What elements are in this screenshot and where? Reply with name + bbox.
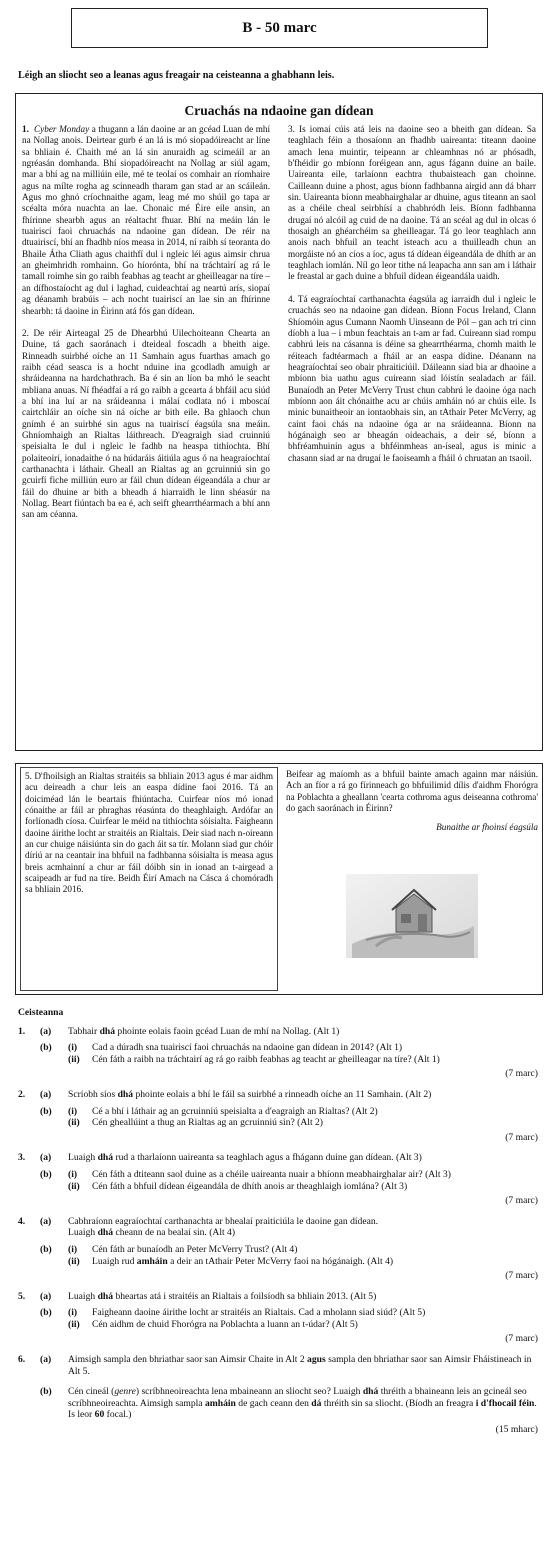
questions-heading: Ceisteanna [18,1007,64,1018]
question-3b-i [18,1169,538,1181]
text: Tabhair [68,1025,100,1037]
paragraph-3: 3. Is iomaí cúis atá leis na daoine seo a bheith gan dídean. Sa teaghlach féin a thosaíonn an fhadhb uaireanta: titeann daoine amach lena muintir, teipeann ar chleamhnas nó ar phósadh, b'fhéidir go mbíonn foréigean ann, agus fágann duine an baile. Uaireanta eile, tarlaíonn eachtra thubaisteach gan choinne. Cailleann duine a phost, agus bíonn fadhbanna airgid ann dá bharr sin. Uaireanta bíonn meabhairghalar ar dhuine, agus titeann an saol as a chéile cheal seirbhísí a chabhródh leis. Bíonn fadhbanna drugaí nó alcóil ag cuid de na daoine. Tá an scéal ag dul in olcas ó thosaigh an ghéarchéim sa gheilleagar. Tá go leor teaghlach ann anois nach bhfuil an teacht isteach acu a thuilleadh chun an morgáiste nó an cíos a íoc, agus tá dídean éigeandála de dhíth ar an teaghlach iomlán. Níl go leor tithe ná leapacha ann san am i láthair le freastal ar gach duine a bhfuil dídean éigeandála uaidh. [288,124,536,282]
text: de gach ceann den [235,1397,312,1409]
passage-right-column [288,124,536,746]
question-text: Cén aidhm de chuid Fhorógra na Poblachta a luann an t-údar? (Alt 5) [92,1318,358,1330]
text: Aimsigh sampla den bhriathar saor san Aimsir Chaite in Alt 2 [68,1354,308,1366]
question-text [68,1291,538,1303]
question-text [68,1354,538,1377]
part-label: (a) [40,1025,52,1037]
part-label: (a) [40,1152,52,1164]
text: . Is leor [68,1397,537,1421]
text: Cén cineál ( [68,1386,115,1398]
section-header [71,8,488,48]
question-1b-ii [18,1054,538,1066]
passage-left-column [22,124,270,746]
question-1b-i [18,1042,538,1054]
question-4b-i [18,1244,538,1256]
question-4a [18,1216,538,1239]
question-number: 2. [18,1088,26,1100]
instruction: Léigh an sliocht seo a leanas agus freagair na ceisteanna a ghabhann leis. [18,70,335,81]
text-bold: amháin [204,1397,236,1409]
text-bold: dhá [97,1152,114,1164]
part-label: (b) [40,1168,52,1180]
text-bold: dhá [362,1386,379,1398]
paragraph-number: 1. [22,124,29,134]
text: rud a tharlaíonn uaireanta sa teaghlach agus a fhágann duine gan dídean. (Alt 3) [113,1152,422,1164]
question-text [68,1026,538,1038]
question-5b-i [18,1307,538,1319]
passage-title: Cruachás na ndaoine gan dídean [184,103,374,118]
text: phointe eolais faoin gcéad Luan de mhí na Nollag. (Alt 1) [115,1025,340,1037]
question-text: Cén fáth a dtiteann saol duine as a chéile uaireanta nuair a bhíonn meabhairghalar air? (Alt 3) [92,1168,451,1180]
question-6a [18,1354,538,1377]
subpart-label: (ii) [68,1255,80,1267]
part-label: (b) [40,1307,52,1319]
subpart-label: (i) [68,1307,78,1319]
part-label: (a) [40,1088,52,1100]
source-note: Bunaithe ar fhoinsí éagsúla [436,822,538,833]
text-bold: dhá [97,1290,114,1302]
question-number: 1. [18,1025,26,1037]
question-text: Faigheann daoine áirithe locht ar straitéis an Rialtais. Cad a mholann siad siúd? (Alt 5) [92,1307,426,1319]
passage-columns [22,124,536,746]
text: Luaigh [68,1227,98,1239]
paragraph-2: 2. De réir Airteagal 25 de Dhearbhú Uilechoiteann Chearta an Duine, tá gach saoránach i dteideal foscadh a bheith aige. Rinneadh suirbhé oíche an 11 Samhain agus fuarthas amach go raibh céad seasca is a hocht nduine ina gcodladh amuigh ar shráideanna na hardchathrach. Ba é sin an líon ba mhó le seacht mbliana anuas. Ní fhéadfaí a rá go raibh a gcearta á bhfáil acu siúd a bhí ina luí ar na sráideanna i málaí codlata nó i mboscaí cairtchláir an oíche sin ná oíche ar bith eile. Ba ghlaoch chun gnímh é an suirbhé sin agus na tuairiscí éagsúla sna meáin. Ghníomhaigh an Rialtas láithreach. D'eagraigh siad cruinniú speisialta le dul i ngleic le fadhb na heaspa tithíochta. Bhí polaiteoirí, ionadaithe ó na húdaráis áitiúla agus ó na heagraíochtaí carthanachta i láthair. Gheall an Rialtas ag an gcruinniú sin go gcuirfí fiche milliún euro ar fáil chun dídean éigeandála a chur ar fáil do dhuine ar bith a bheadh á hiarraidh le linn shéasúr na Nollag. Beart fiúntach ba ea é, ach seift ghearrthéarmach a bhí ann san am céanna. [22,327,270,520]
subpart-label: (ii) [68,1180,80,1192]
paragraph-5-left: 5. D'fhoilsigh an Rialtas straitéis sa bhliain 2013 agus é mar aidhm acu deireadh a chur leis an easpa dídine faoi 2016. Tá an doiciméad lán le beartais fhiúntacha. Cuirfear níos mó ionad cónaithe ar fáil ar phraghas réasúnta do theaghlaigh. Ardófar an forlíonadh cíosa. Cuirfear le méid na tithíochta sóisialta. Faigheann daoine áirithe locht ar straitéis an Rialtais. Deir siad nach n-oireann an cur chuige náisiúnta sin do gach áit sa tír. Molann siad gur chóir díriú ar na ceantair ina bhfuil na fadhbanna sóisialta is measa agus breis acmhainní a chur ar fáil dóibh sin in ionad an t-airgead a scaipeadh ar fud na tíre. Beidh Éirí Amach na Cásca á chomóradh sa bhliain 2016. [20,767,278,991]
subpart-label: (i) [68,1168,78,1180]
subpart-label: (ii) [68,1318,80,1330]
question-2b-ii [18,1117,538,1129]
text: thréith sin sa sliocht. (Bíodh an freagra [321,1397,476,1409]
question-text [68,1089,538,1101]
question-number: 5. [18,1290,26,1302]
text: phointe eolais a bhí le fáil sa suirbhé a rinneadh oíche an 11 Samhain. (Alt 2) [133,1088,432,1100]
passage-box [15,93,543,751]
question-5a [18,1291,538,1303]
question-text: Cén fáth a bhfuil dídean éigeandála de dhíth anois ar theaghlaigh iomlána? (Alt 3) [92,1180,408,1192]
question-number: 6. [18,1354,26,1366]
part-label: (b) [40,1243,52,1255]
text-italic: genre [114,1386,136,1398]
section-title: B - 50 marc [242,19,317,36]
subpart-label: (i) [68,1042,78,1054]
marks-1: (7 marc) [505,1068,538,1080]
text: sampla den bhriathar saor san Aimsir Fháistineach in Alt 5. [68,1354,532,1377]
text-bold: i d'fhocail féin [475,1397,535,1409]
part-label: (b) [40,1042,52,1054]
text: Scríobh síos [68,1088,118,1100]
text-bold: dhá [99,1025,116,1037]
subpart-label: (ii) [68,1053,80,1065]
text-bold: amháin [136,1255,168,1267]
subpart-label: (ii) [68,1117,80,1129]
marks-2: (7 marc) [505,1131,538,1143]
question-text: Cén fáth a raibh na tráchtairí ag rá go raibh feabhas ag teacht ar gheilleagar na tíre? (Alt 1) [92,1053,440,1065]
text: Luaigh rud [92,1255,137,1267]
question-5b-ii [18,1319,538,1331]
subpart-label: (i) [68,1105,78,1117]
question-text [68,1216,538,1239]
question-2b-i [18,1106,538,1118]
part-label: (b) [40,1386,52,1398]
questions-section [18,1007,538,1436]
passage-box-2 [15,763,543,995]
part-label: (a) [40,1354,52,1366]
text-bold: dhá [117,1088,134,1100]
text: thréith a bhaineann leis an gcineál seo scríbhneoireachta. Aimsigh sampla [68,1386,527,1409]
question-text: Cén gheallúint a thug an Rialtas ag an gcruinniú sin? (Alt 2) [92,1117,323,1129]
text: Luaigh [68,1152,98,1164]
text: Cabhraíonn eagraíochtaí carthanachta ar bhealaí praiticiúla le daoine gan dídean. [68,1215,379,1227]
question-text [68,1152,538,1164]
question-number: 4. [18,1215,26,1227]
marks-3: (7 marc) [505,1195,538,1207]
question-6b [18,1386,538,1421]
text-bold: 60 [94,1409,105,1421]
part-label: (a) [40,1290,52,1302]
text: a deir an tAthair Peter McVerry faoi na hógánaigh. (Alt 4) [167,1255,394,1267]
question-number: 3. [18,1152,26,1164]
paragraph-5-right [286,769,538,834]
marks-5: (7 marc) [505,1333,538,1345]
text-bold: dhá [97,1227,114,1239]
question-text: Cén fáth ar bunaíodh an Peter McVerry Trust? (Alt 4) [92,1243,298,1255]
paragraph-emphasis: Cyber Monday [34,124,90,134]
marks-6: (15 mharc) [495,1424,538,1436]
question-3a [18,1152,538,1164]
text-bold: dá [311,1397,322,1409]
question-4b-ii [18,1256,538,1268]
text: cheann de na bealaí sin. (Alt 4) [113,1227,236,1239]
text: ) scríbhneoireachta lena mbaineann an sliocht seo? Luaigh [135,1386,363,1398]
question-3b-ii [18,1181,538,1193]
paragraph-1 [22,124,270,317]
part-label: (a) [40,1215,52,1227]
paragraph-4: 4. Tá eagraíochtaí carthanachta éagsúla ag iarraidh dul i ngleic le cruachás seo na ndaoine gan dídean. Bíonn Focus Ireland, Clann Shíomóin agus Cumann Naomh Uinseann de Pól – gan ach trí cinn díobh a lua – i mbun feachtais an t-am ar fad. Cuireann siad rompu cabhrú leis na cásanna is déine sa ghearrthéarma, chomh maith le réiteach fadtéarmach a fháil ar an easpa dídine. Déanann na heagraíochtaí seo obair phraiticiúil. Dáileann siad bia ar dhaoine a mbíonn bia uathu agus cuireann siad lóistín sealadach ar fáil. Bunaíodh an Peter McVerry Trust chun cabhrú le daoine óga nach mbíonn aon áit chónaithe acu ar chúis amháin nó ar chúis eile. Is minic bunaitheoir an iontaobhais sin, an tAthair Peter McVerry, ag caint faoi chás na ndaoine óga ar na sráideanna. Bíonn na hógánaigh seo ar bheagán oideachais, a deir sé, bíonn a bhfréamhuinín agus a bhféinmheas an-íseal, agus is minic a chasann siad ar na drugaí le faoiseamh a fháil ó chruatan an tsaoil. [288,293,536,463]
house-in-hand-photo [346,874,478,958]
marks-4: (7 marc) [505,1270,538,1282]
question-text: Cé a bhí i láthair ag an gcruinniú speisialta a d'eagraigh an Rialtas? (Alt 2) [92,1105,378,1117]
text-bold: agus [307,1354,326,1366]
question-text [92,1256,538,1268]
question-2a [18,1089,538,1101]
text: Luaigh [68,1290,98,1302]
text: focal.) [104,1409,132,1421]
paragraph-5-continuation: Beifear ag maíomh as a bhfuil bainte amach againn mar náisiún. Ach an fíor a rá go fírinneach go bhfuilimid dílis d'aidhm Fhorógra na Poblachta a gheallann 'cearta cothroma agus deiseanna cothroma' do gach saoránach in Éirinn? [286,769,538,814]
text: bheartas atá i straitéis an Rialtais a foilsíodh sa bhliain 2013. (Alt 5) [113,1290,377,1302]
question-1a [18,1026,538,1038]
question-text [68,1386,538,1421]
paragraph-text: a thugann a lán daoine ar an gcéad Luan de mhí na Nollag anois. Deirtear gurb é an lá is mó siopadóireacht ar líne sa bhliain é. Chaith mé an lá sin anuraidh ag scimeáil ar an ngréasán domhanda. Bhí siopadóireacht na Nollag ar siúl agam, mar a bhí ag na milliúin eile, mé te teolaí os comhair an ríomhaire agus na mílte rogha ag scinneadh tharam gan stad ar an scáileán. Agus mo ghnó críochnaithe agam, leag mé mo shúil go tapa ar scéalta móra nuachta an lae. Chonaic mé Éire eile ansin, an fhírinne shearbh agus an réaltacht fhuar. Bhí na meáin lán le tuairiscí faoi chruachás na ndaoine gan dídean. De réir na dtuairiscí, bhí an fhadhb níos measa in 2014, ní raibh sí teoranta do Bhaile Átha Cliath agus chaithfí dul i ngleic léi agus aimsir chrua an gheimhridh romhainn. Go híorónta, bhí na tráchtairí ag rá le tamall roimhe sin go raibh feabhas ag teacht ar gheilleagar na tíre – an dífhostaíocht ag dul i laghad, cuideachtaí ag neartú arís, siopaí ag déanamh brabúis – ach nocht tuairiscí an lae sin an fhírinne shearbh: tá daoine in Éirinn atá fós gan dídean. [22,124,271,316]
question-text: Cad a dúradh sna tuairiscí faoi chruachás na ndaoine gan dídean in 2014? (Alt 1) [92,1042,403,1054]
subpart-label: (i) [68,1243,78,1255]
part-label: (b) [40,1105,52,1117]
